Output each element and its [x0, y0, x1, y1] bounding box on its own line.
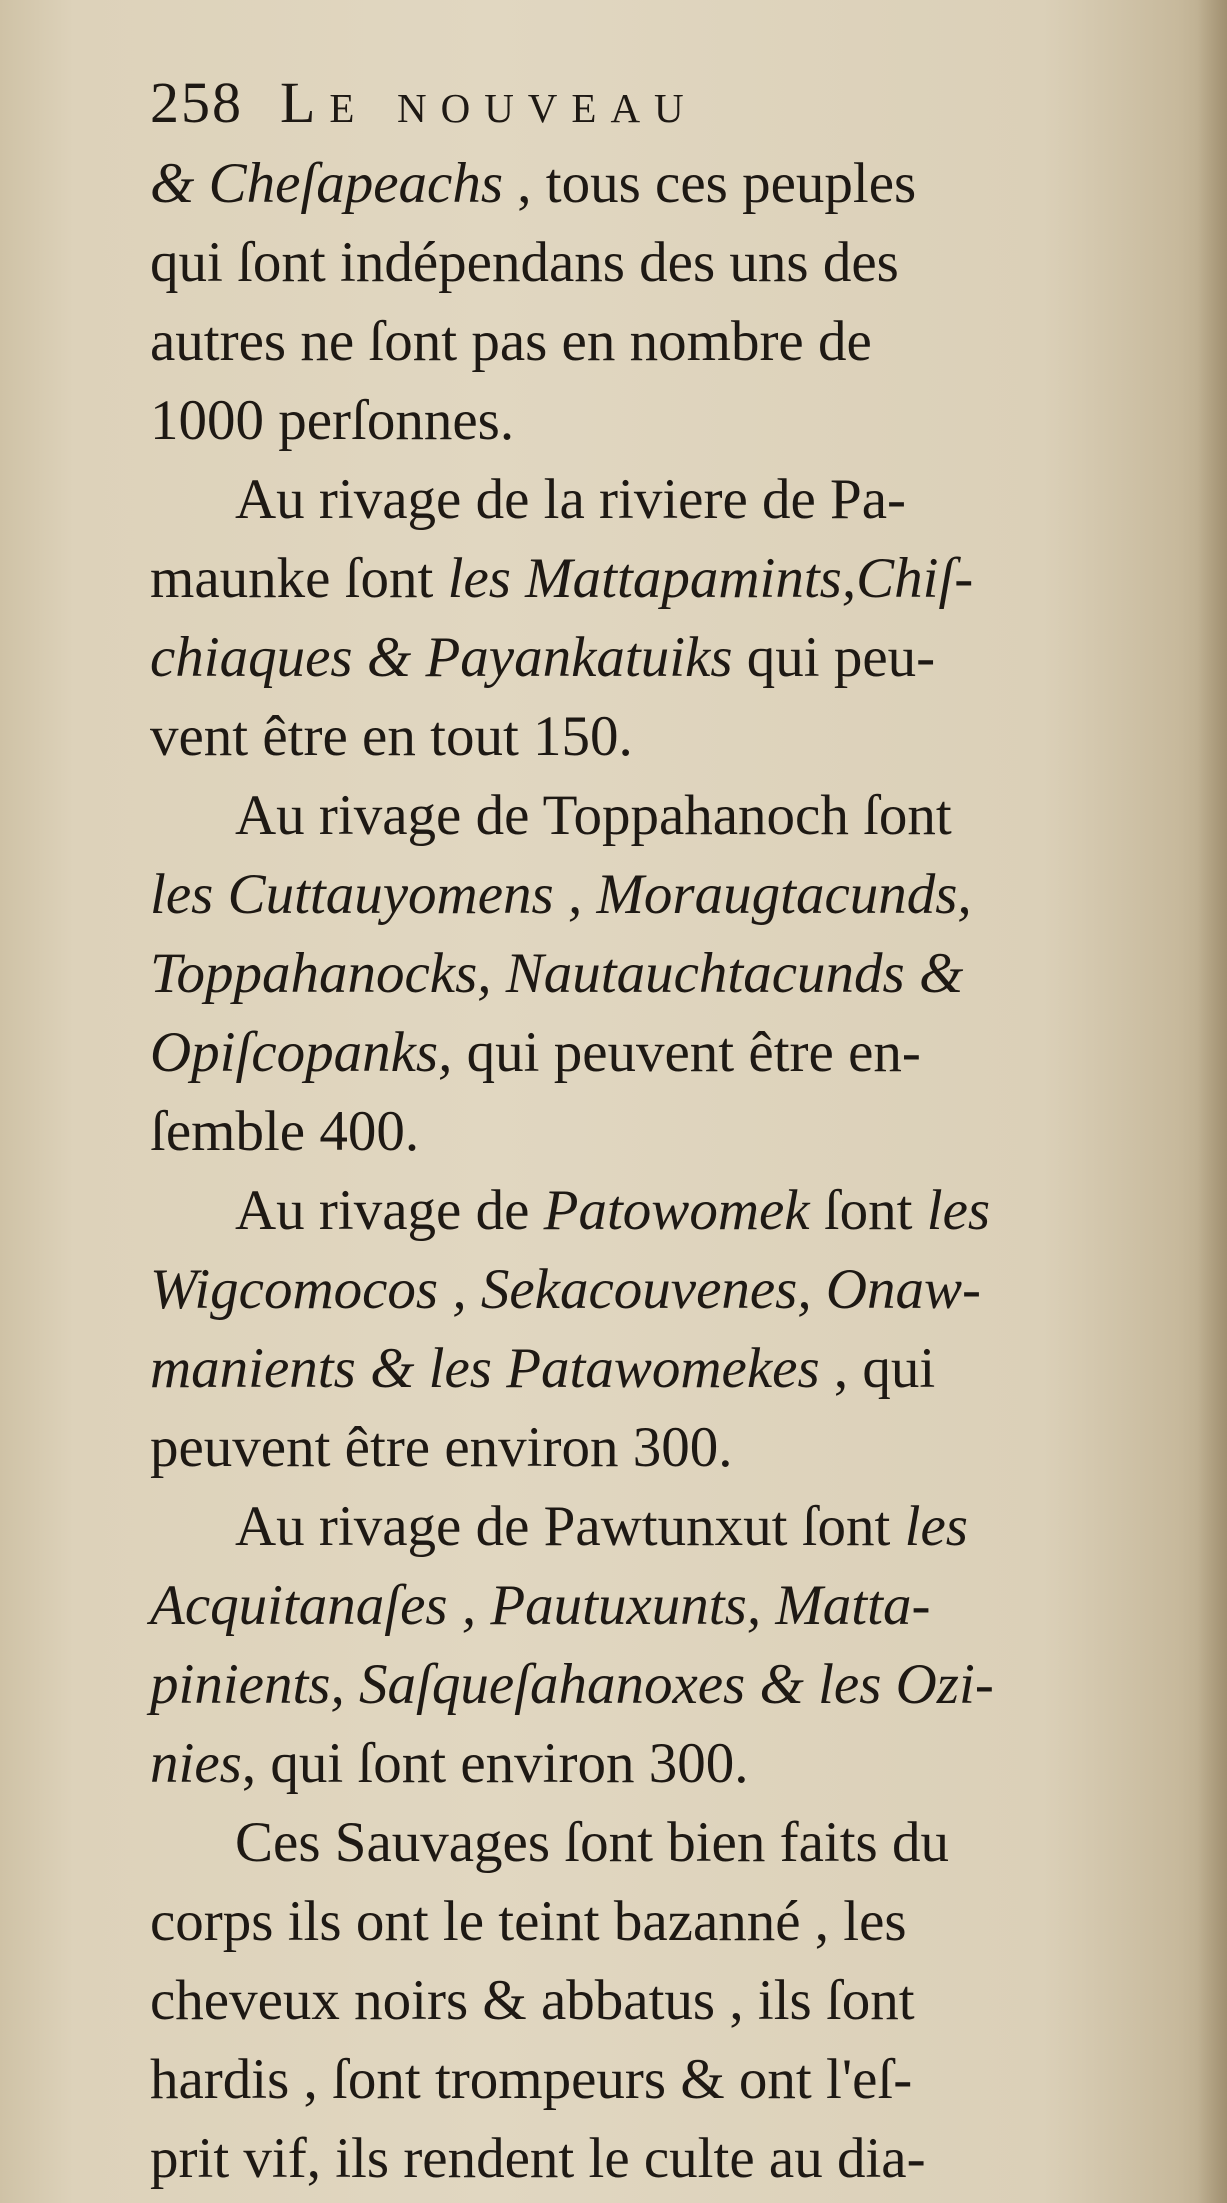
roman-text: , tous ces peuples: [503, 152, 917, 215]
text-line: [150, 618, 1170, 697]
roman-text: qui peu-: [732, 626, 936, 689]
italic-text: les: [926, 1179, 991, 1242]
text-line: [150, 460, 1170, 539]
italic-text: les: [904, 1495, 968, 1558]
italic-text: Opiſcopanks,: [150, 1021, 453, 1084]
italic-text: manients & les Patawomekes: [150, 1337, 820, 1400]
italic-text: Wigcomocos , Sekacouvenes, Onaw-: [150, 1258, 982, 1321]
roman-text: cheveux noirs & abbatus , ils ſont: [150, 1969, 915, 2032]
text-line: [150, 1329, 1170, 1408]
italic-text: Toppahanocks, Nautauchtacunds &: [150, 942, 964, 1005]
text-line: [150, 1566, 1170, 1645]
text-line: [150, 697, 1170, 776]
roman-text: vent être en tout 150.: [150, 705, 633, 768]
text-line: [150, 302, 1170, 381]
roman-text: , qui: [819, 1337, 936, 1400]
page-header: [150, 62, 1170, 144]
roman-text: autres ne ſont pas en nombre de: [150, 310, 872, 373]
text-line: [150, 1961, 1170, 2040]
text-line: [150, 934, 1170, 1013]
italic-text: Acquitanaſes , Pautuxunts, Matta-: [150, 1574, 931, 1637]
text-block: [150, 62, 1170, 2198]
italic-text: les Mattapamints,Chiſ-: [447, 547, 974, 610]
body-text: [150, 144, 1170, 2198]
page-gutter-shadow: [1197, 0, 1227, 2203]
text-line: [150, 1882, 1170, 1961]
roman-text: Au rivage de Toppahanoch ſont: [235, 784, 952, 847]
text-line: [150, 144, 1170, 223]
text-line: [150, 855, 1170, 934]
roman-text: hardis , ſont trompeurs & ont l'eſ-: [150, 2048, 913, 2111]
roman-text: , qui ſont environ 300.: [241, 1732, 749, 1795]
roman-text: qui peuvent être en-: [452, 1021, 921, 1084]
text-line: [150, 1171, 1170, 1250]
text-line: [150, 2040, 1170, 2119]
text-line: [150, 223, 1170, 302]
italic-text: pinients, Saſqueſahanoxes & les Ozi-: [150, 1653, 994, 1716]
text-line: [150, 2119, 1170, 2198]
text-line: [150, 1092, 1170, 1171]
text-line: [150, 1013, 1170, 1092]
text-line: [150, 776, 1170, 855]
text-line: [150, 1487, 1170, 1566]
roman-text: qui ſont indépendans des uns des: [150, 231, 899, 294]
italic-text: Patowomek: [543, 1179, 810, 1242]
roman-text: prit vif, ils rendent le culte au dia-: [150, 2127, 926, 2190]
text-line: [150, 1408, 1170, 1487]
roman-text: Au rivage de: [235, 1179, 544, 1242]
italic-text: chiaques & Payankatuiks: [150, 626, 733, 689]
roman-text: ſemble 400.: [150, 1100, 420, 1163]
roman-text: peuvent être environ 300.: [150, 1416, 733, 1479]
italic-text: & Cheſapeachs: [150, 152, 504, 215]
roman-text: maunke ſont: [150, 547, 448, 610]
italic-text: nies: [150, 1732, 242, 1795]
text-line: [150, 1803, 1170, 1882]
text-line: [150, 539, 1170, 618]
text-line: [150, 1645, 1170, 1724]
text-line: [150, 1250, 1170, 1329]
roman-text: Au rivage de Pawtunxut ſont: [235, 1495, 905, 1558]
roman-text: Ces Sauvages ſont bien faits du: [235, 1811, 949, 1874]
roman-text: Au rivage de la riviere de Pa-: [235, 468, 907, 531]
roman-text: ſont: [809, 1179, 927, 1242]
roman-text: corps ils ont le teint bazanné , les: [150, 1890, 907, 1953]
running-title: Le nouveau: [280, 70, 698, 135]
text-line: [150, 1724, 1170, 1803]
text-line: [150, 381, 1170, 460]
italic-text: les Cuttauyomens , Moraugtacunds,: [150, 863, 972, 926]
page-number: 258: [150, 70, 243, 135]
roman-text: 1000 perſonnes.: [150, 389, 515, 452]
